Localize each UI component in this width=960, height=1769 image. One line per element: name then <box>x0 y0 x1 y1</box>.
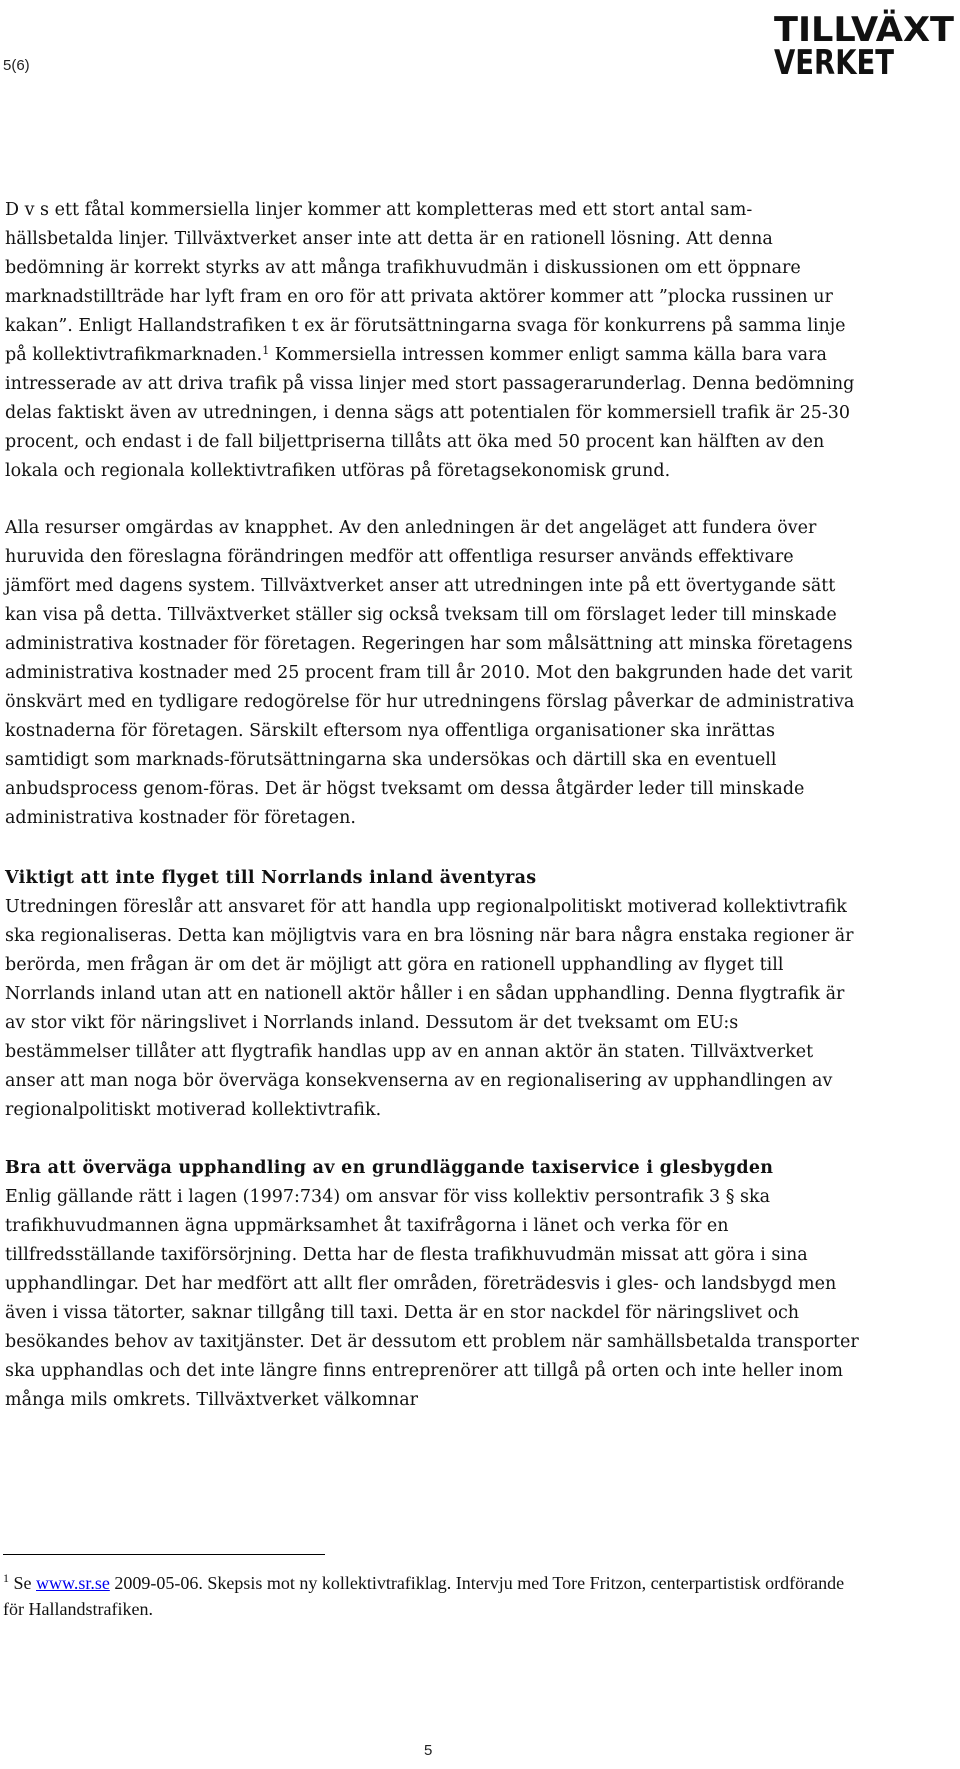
svg-text:VERKET: VERKET <box>774 43 895 80</box>
body-text <box>5 196 860 1415</box>
footnote-text: 2009-05-06. Skepsis mot ny kollektivtrafiklag. Intervju med Tore Fritzon, centerpartistisk ordförande för Hallandstrafiken. <box>3 1573 845 1619</box>
section-heading: Viktigt att inte flyget till Norrlands inland äventyras <box>5 868 537 888</box>
footnote-ref[interactable]: 1 <box>262 344 270 357</box>
page-label: 5(6) <box>3 57 30 74</box>
paragraph: Alla resurser omgärdas av knapphet. Av den anledningen är det angeläget att fundera över huruvida den föreslagna förändringen medför att offentliga resurser används effektivare jämfört med dagens system. Tillväxtverket anser att utredningen inte på ett övertygande sätt kan visa på detta. Tillväxtverket ställer sig också tveksam till om förslaget leder till minskade administrativa kostnader för företagen. Regeringen har som målsättning att minska företagens administrativa kostnader med 25 procent fram till år 2010. Mot den bakgrunden hade det varit önskvärt med en tydligare redogörelse för hur utredningens förslag påverkar de administrativa kostnaderna för företagen. Särskilt eftersom nya offentliga organisationer ska inrättas samtidigt som marknads-förutsättningarna ska undersökas och därtill ska en eventuell anbudsprocess genom-föras. Det är högst tveksamt om dessa åtgärder leder till minskade administrativa kostnader för företagen. <box>5 518 855 828</box>
footnote-link[interactable]: www.sr.se <box>36 1573 110 1593</box>
paragraph: Utredningen föreslår att ansvaret för att handla upp regionalpolitiskt motiverad kollektivtrafik ska regionaliseras. Detta kan möjligtvis vara en bra lösning när bara några enstaka regioner är berörda, men frågan är om det är möjligt att göra en rationell upphandling av flyget till Norrlands inland utan att en nationell aktör håller i en sådan upphandling. Denna flygtrafik är av stor vikt för näringslivet i Norrlands inland. Dessutom är det tveksamt om EU:s bestämmelser tillåter att flygtrafik handlas upp av en annan aktör än staten. Tillväxtverket anser att man noga bör överväga konsekvenserna av en regionalisering av upphandlingen av regionalpolitiskt motiverad kollektivtrafik. <box>5 897 854 1120</box>
footnote <box>3 1570 863 1622</box>
paragraph-text: D v s ett fåtal kommersiella linjer kommer att kompletteras med ett stort antal sam-hällsbetalda linjer. Tillväxtverket anser inte att detta är en rationell lösning. Att denna bedömning är korrekt styrks av att många trafikhuvudmän i diskussionen om ett öppnare marknadstillträde har lyft fram en oro för att privata aktörer kommer att ”plocka russinen ur kakan”. Enligt Hallandstrafiken t ex är förutsättningarna svaga för konkurrens på samma linje på kollektivtrafikmarknaden. <box>5 200 846 365</box>
page-number: 5 <box>424 1742 433 1759</box>
svg-text:TILLVÄXT: TILLVÄXT <box>774 10 949 50</box>
footnote-marker: 1 <box>3 1571 9 1585</box>
section-heading: Bra att överväga upphandling av en grundläggande taxiservice i glesbygden <box>5 1158 774 1178</box>
footnote-divider <box>3 1554 325 1555</box>
paragraph <box>5 196 860 486</box>
footnote-text: Se <box>9 1573 36 1593</box>
paragraph-text: Kommersiella intressen kommer enligt samma källa bara vara intresserade av att driva trafik på vissa linjer med stort passagerarunderlag. Denna bedömning delas faktiskt även av utredningen, i denna sägs att potentialen för kommersiell trafik är 25-30 procent, och endast i de fall biljettpriserna tillåts att öka med 50 procent kan hälften av den lokala och regionala kollektivtrafiken utföras på företagsekonomisk grund. <box>5 345 855 481</box>
paragraph: Enlig gällande rätt i lagen (1997:734) om ansvar för viss kollektiv persontrafik 3 § ska trafikhuvudmannen ägna uppmärksamhet åt taxifrågorna i länet och verka för en tillfredsställande taxiförsörjning. Detta har de flesta trafikhuvudmän missat att göra i sina upphandlingar. Det har medfört att allt fler områden, företrädesvis i gles- och landsbygd men även i vissa tätorter, saknar tillgång till taxi. Detta är en stor nackdel för näringslivet och besökandes behov av taxitjänster. Det är dessutom ett problem när samhällsbetalda transporter ska upphandlas och det inte längre finns entreprenörer att tillgå på orten och inte heller inom många mils omkrets. Tillväxtverket välkomnar <box>5 1187 859 1410</box>
tillvaxtverket-logo <box>768 4 960 80</box>
